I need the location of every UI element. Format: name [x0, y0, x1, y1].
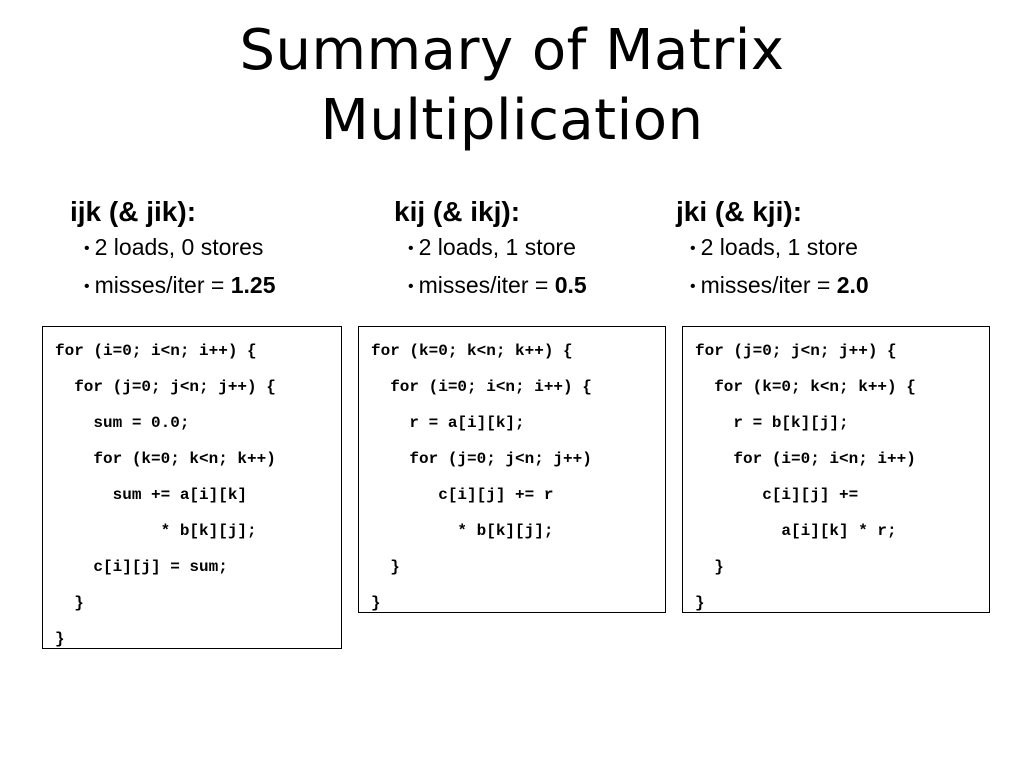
slide-title-line-1: Summary of Matrix — [239, 18, 785, 83]
code-line: sum = 0.0; — [55, 414, 190, 432]
code-line: c[i][j] += — [695, 486, 859, 504]
code-line: for (k=0; k<n; k++) — [55, 450, 276, 468]
code-line: } — [371, 594, 381, 612]
code-line: } — [695, 558, 724, 576]
code-line: c[i][j] += r — [371, 486, 554, 504]
bullet-text: 2 loads, 0 stores — [94, 234, 264, 260]
misses-value: 2.0 — [836, 272, 869, 298]
misses-value: 1.25 — [230, 272, 276, 298]
bullet-text: 2 loads, 1 store — [418, 234, 576, 260]
code-line: sum += a[i][k] — [55, 486, 248, 504]
bullet-dot-icon: • — [408, 240, 414, 257]
bullet-item — [690, 268, 869, 306]
code-line: for (j=0; j<n; j++) { — [55, 378, 276, 396]
column-heading: ijk (& jik): — [70, 196, 197, 227]
bullet-text: 2 loads, 1 store — [700, 234, 858, 260]
code-box-kij — [358, 326, 666, 613]
code-line: } — [371, 558, 400, 576]
code-line: for (j=0; j<n; j++) — [371, 450, 592, 468]
code-line: for (j=0; j<n; j++) { — [695, 342, 897, 360]
code-line: * b[k][j]; — [55, 522, 257, 540]
code-line: } — [695, 594, 705, 612]
bullet-text: misses/iter = — [700, 272, 837, 298]
code-line: for (i=0; i<n; i++) — [695, 450, 916, 468]
code-line: for (k=0; k<n; k++) { — [695, 378, 916, 396]
code-line: for (i=0; i<n; i++) { — [371, 378, 592, 396]
code-line: * b[k][j]; — [371, 522, 554, 540]
slide-title-line-2: Multiplication — [320, 88, 704, 153]
code-box-jki — [682, 326, 990, 613]
code-line: r = b[k][j]; — [695, 414, 849, 432]
code-line: } — [55, 630, 65, 648]
column-heading: jki (& kji): — [676, 196, 803, 227]
code-line: c[i][j] = sum; — [55, 558, 228, 576]
misses-value: 0.5 — [554, 272, 587, 298]
bullet-item — [84, 230, 276, 268]
bullet-text: misses/iter = — [418, 272, 555, 298]
bullet-list — [676, 230, 869, 306]
bullet-text: misses/iter = — [94, 272, 231, 298]
column-header-jki — [676, 196, 869, 306]
code-line: for (i=0; i<n; i++) { — [55, 342, 257, 360]
bullet-item — [84, 268, 276, 306]
column-header-ijk — [70, 196, 276, 306]
bullet-item — [408, 268, 587, 306]
code-line: } — [55, 594, 84, 612]
column-heading: kij (& ikj): — [394, 196, 521, 227]
bullet-item — [690, 230, 869, 268]
bullet-dot-icon: • — [690, 278, 696, 295]
code-box-ijk — [42, 326, 342, 649]
bullet-dot-icon: • — [84, 240, 90, 257]
bullet-list — [70, 230, 276, 306]
bullet-dot-icon: • — [84, 278, 90, 295]
bullet-dot-icon: • — [690, 240, 696, 257]
bullet-item — [408, 230, 587, 268]
code-line: for (k=0; k<n; k++) { — [371, 342, 573, 360]
bullet-dot-icon: • — [408, 278, 414, 295]
bullet-list — [394, 230, 587, 306]
slide-title — [0, 16, 1024, 156]
code-line: r = a[i][k]; — [371, 414, 525, 432]
code-line: a[i][k] * r; — [695, 522, 897, 540]
column-header-kij — [394, 196, 587, 306]
